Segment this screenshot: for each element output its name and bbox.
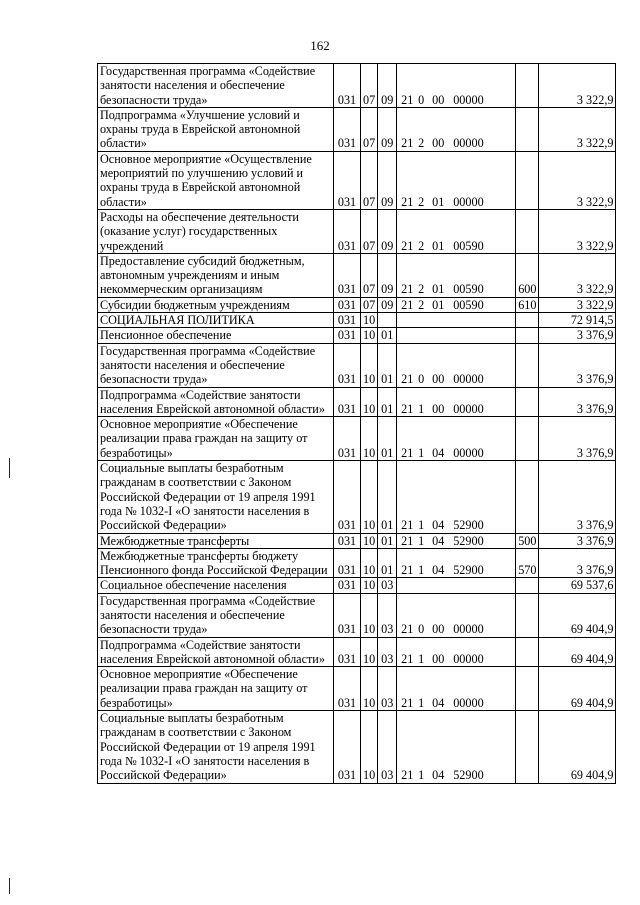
subsection-code-cell: 01 [378, 548, 397, 578]
target-article-cell [397, 711, 516, 783]
expense-type-cell: 610 [516, 297, 539, 312]
subprogram-code: 1 [418, 445, 425, 460]
expense-type-cell [516, 313, 539, 328]
item-name-cell: Пенсионное обеспечение [98, 328, 334, 343]
expense-type-cell: 570 [516, 548, 539, 578]
ministry-code-cell: 031 [334, 328, 361, 343]
direction-code: 00000 [453, 622, 484, 637]
target-article-cell [397, 343, 516, 387]
target-article-cell [397, 578, 516, 593]
table-row [98, 593, 616, 637]
subsection-code-cell: 01 [378, 387, 397, 417]
direction-code: 00000 [453, 372, 484, 387]
section-code-cell: 10 [361, 461, 378, 533]
subprogram-code: 1 [418, 518, 425, 533]
table-row [98, 417, 616, 461]
amount-cell: 3 376,9 [539, 533, 616, 548]
amount-cell: 3 322,9 [539, 151, 616, 209]
subsection-code-cell: 09 [378, 151, 397, 209]
expense-type-cell: 600 [516, 253, 539, 297]
ministry-code-cell: 031 [334, 667, 361, 711]
target-article-cell [397, 667, 516, 711]
amount-cell: 69 404,9 [539, 593, 616, 637]
item-name-cell: Социальные выплаты безработным гражданам в соответствии с Законом Российской Федерации от 19 апреля 1991 года № 1032-I «О занятости населения в Российской Федерации» [98, 461, 334, 533]
subsection-code-cell: 01 [378, 328, 397, 343]
table-row [98, 533, 616, 548]
ministry-code-cell: 031 [334, 209, 361, 253]
section-code-cell: 10 [361, 328, 378, 343]
program-code: 21 [401, 651, 414, 666]
direction-code: 00000 [453, 92, 484, 107]
item-name-cell: СОЦИАЛЬНАЯ ПОЛИТИКА [98, 313, 334, 328]
ministry-code-cell: 031 [334, 461, 361, 533]
subsection-code-cell: 09 [378, 209, 397, 253]
program-code: 21 [401, 401, 414, 416]
target-article-cell [397, 107, 516, 151]
subprogram-code: 1 [418, 768, 425, 783]
item-name-cell: Государственная программа «Содействие занятости населения и обеспечение безопасности труда» [98, 593, 334, 637]
item-name-cell: Подпрограмма «Содействие занятости населения Еврейской автономной области» [98, 637, 334, 667]
section-code-cell: 10 [361, 578, 378, 593]
table-row [98, 711, 616, 783]
main-measure-code: 04 [432, 533, 445, 548]
target-article-cell [397, 417, 516, 461]
expense-type-cell [516, 209, 539, 253]
expense-type-cell [516, 461, 539, 533]
ministry-code-cell: 031 [334, 343, 361, 387]
target-article-cell [397, 313, 516, 328]
subprogram-code: 0 [418, 622, 425, 637]
program-code: 21 [401, 445, 414, 460]
program-code: 21 [401, 282, 414, 297]
direction-code: 00000 [453, 651, 484, 666]
main-measure-code: 00 [432, 401, 445, 416]
amount-cell: 3 322,9 [539, 297, 616, 312]
ministry-code-cell: 031 [334, 593, 361, 637]
target-article-cell [397, 548, 516, 578]
subsection-code-cell: 03 [378, 593, 397, 637]
main-measure-code: 01 [432, 282, 445, 297]
program-code: 21 [401, 194, 414, 209]
table-row [98, 253, 616, 297]
subprogram-code: 2 [418, 238, 425, 253]
direction-code: 00000 [453, 136, 484, 151]
expense-type-cell [516, 637, 539, 667]
program-code: 21 [401, 563, 414, 578]
section-code-cell: 10 [361, 313, 378, 328]
expense-type-cell [516, 578, 539, 593]
amount-cell: 3 322,9 [539, 64, 616, 108]
page-number: 162 [310, 38, 330, 53]
amount-cell: 69 404,9 [539, 637, 616, 667]
main-measure-code: 01 [432, 194, 445, 209]
main-measure-code: 01 [432, 238, 445, 253]
ministry-code-cell: 031 [334, 578, 361, 593]
amount-cell: 3 376,9 [539, 387, 616, 417]
direction-code: 00590 [453, 282, 484, 297]
item-name-cell: Расходы на обеспечение деятельности (оказание услуг) государственных учреждений [98, 209, 334, 253]
direction-code: 00000 [453, 695, 484, 710]
ministry-code-cell: 031 [334, 253, 361, 297]
subsection-code-cell: 09 [378, 64, 397, 108]
program-code: 21 [401, 297, 414, 312]
program-code: 21 [401, 372, 414, 387]
item-name-cell: Основное мероприятие «Обеспечение реализации права граждан на защиту от безработицы» [98, 417, 334, 461]
program-code: 21 [401, 136, 414, 151]
main-measure-code: 00 [432, 92, 445, 107]
subsection-code-cell: 09 [378, 297, 397, 312]
direction-code: 52900 [453, 768, 484, 783]
program-code: 21 [401, 238, 414, 253]
table-row [98, 343, 616, 387]
subprogram-code: 1 [418, 651, 425, 666]
program-code: 21 [401, 768, 414, 783]
ministry-code-cell: 031 [334, 313, 361, 328]
ministry-code-cell: 031 [334, 548, 361, 578]
subsection-code-cell: 01 [378, 461, 397, 533]
margin-line [9, 458, 10, 478]
target-article-cell [397, 328, 516, 343]
program-code: 21 [401, 622, 414, 637]
ministry-code-cell: 031 [334, 387, 361, 417]
expense-type-cell [516, 667, 539, 711]
table-row [98, 461, 616, 533]
amount-cell: 3 322,9 [539, 253, 616, 297]
item-name-cell: Межбюджетные трансферты бюджету Пенсионного фонда Российской Федерации [98, 548, 334, 578]
table-row [98, 297, 616, 312]
item-name-cell: Основное мероприятие «Осуществление мероприятий по улучшению условий и охраны труда в Еврейской автономной области» [98, 151, 334, 209]
subsection-code-cell: 03 [378, 637, 397, 667]
table-row [98, 64, 616, 108]
amount-cell: 3 376,9 [539, 343, 616, 387]
subsection-code-cell: 03 [378, 667, 397, 711]
program-code: 21 [401, 518, 414, 533]
item-name-cell: Подпрограмма «Содействие занятости населения Еврейской автономной области» [98, 387, 334, 417]
subprogram-code: 1 [418, 563, 425, 578]
section-code-cell: 10 [361, 343, 378, 387]
expense-type-cell [516, 107, 539, 151]
main-measure-code: 00 [432, 136, 445, 151]
main-measure-code: 01 [432, 297, 445, 312]
table-row [98, 667, 616, 711]
expense-type-cell [516, 64, 539, 108]
section-code-cell: 10 [361, 711, 378, 783]
direction-code: 52900 [453, 518, 484, 533]
section-code-cell: 07 [361, 151, 378, 209]
subprogram-code: 1 [418, 695, 425, 710]
target-article-cell [397, 297, 516, 312]
expense-type-cell [516, 417, 539, 461]
ministry-code-cell: 031 [334, 64, 361, 108]
amount-cell: 3 376,9 [539, 548, 616, 578]
table-row [98, 387, 616, 417]
ministry-code-cell: 031 [334, 151, 361, 209]
subsection-code-cell [378, 313, 397, 328]
item-name-cell: Предоставление субсидий бюджетным, автономным учреждениям и иным некоммерческим организациям [98, 253, 334, 297]
expense-type-cell: 500 [516, 533, 539, 548]
table-row [98, 328, 616, 343]
target-article-cell [397, 64, 516, 108]
table-row [98, 151, 616, 209]
subprogram-code: 1 [418, 533, 425, 548]
subsection-code-cell: 03 [378, 711, 397, 783]
direction-code: 52900 [453, 533, 484, 548]
target-article-cell [397, 593, 516, 637]
section-code-cell: 10 [361, 387, 378, 417]
item-name-cell: Подпрограмма «Улучшение условий и охраны труда в Еврейской автономной области» [98, 107, 334, 151]
ministry-code-cell: 031 [334, 533, 361, 548]
target-article-cell [397, 461, 516, 533]
main-measure-code: 00 [432, 651, 445, 666]
table-row [98, 107, 616, 151]
table-row [98, 313, 616, 328]
section-code-cell: 07 [361, 64, 378, 108]
expense-type-cell [516, 593, 539, 637]
expense-type-cell [516, 151, 539, 209]
table-row [98, 548, 616, 578]
direction-code: 00590 [453, 297, 484, 312]
target-article-cell [397, 533, 516, 548]
main-measure-code: 04 [432, 445, 445, 460]
ministry-code-cell: 031 [334, 297, 361, 312]
section-code-cell: 07 [361, 209, 378, 253]
amount-cell: 69 404,9 [539, 711, 616, 783]
direction-code: 00000 [453, 194, 484, 209]
amount-cell: 3 376,9 [539, 461, 616, 533]
subprogram-code: 2 [418, 194, 425, 209]
subprogram-code: 2 [418, 136, 425, 151]
subprogram-code: 0 [418, 92, 425, 107]
target-article-cell [397, 637, 516, 667]
table-row [98, 578, 616, 593]
subsection-code-cell: 09 [378, 107, 397, 151]
target-article-cell [397, 209, 516, 253]
item-name-cell: Государственная программа «Содействие занятости населения и обеспечение безопасности труда» [98, 64, 334, 108]
table-row [98, 637, 616, 667]
budget-table [97, 63, 616, 784]
section-code-cell: 10 [361, 593, 378, 637]
target-article-cell [397, 151, 516, 209]
program-code: 21 [401, 695, 414, 710]
amount-cell: 69 404,9 [539, 667, 616, 711]
section-code-cell: 07 [361, 253, 378, 297]
table-row [98, 209, 616, 253]
section-code-cell: 07 [361, 297, 378, 312]
direction-code: 52900 [453, 563, 484, 578]
item-name-cell: Государственная программа «Содействие занятости населения и обеспечение безопасности труда» [98, 343, 334, 387]
direction-code: 00590 [453, 238, 484, 253]
margin-line [9, 878, 10, 894]
amount-cell: 3 376,9 [539, 328, 616, 343]
item-name-cell: Основное мероприятие «Обеспечение реализации права граждан на защиту от безработицы» [98, 667, 334, 711]
ministry-code-cell: 031 [334, 107, 361, 151]
target-article-cell [397, 387, 516, 417]
main-measure-code: 04 [432, 695, 445, 710]
section-code-cell: 10 [361, 533, 378, 548]
subprogram-code: 2 [418, 282, 425, 297]
target-article-cell [397, 253, 516, 297]
item-name-cell: Социальные выплаты безработным гражданам в соответствии с Законом Российской Федерации от 19 апреля 1991 года № 1032-I «О занятости населения в Российской Федерации» [98, 711, 334, 783]
item-name-cell: Межбюджетные трансферты [98, 533, 334, 548]
subsection-code-cell: 01 [378, 417, 397, 461]
amount-cell: 3 322,9 [539, 107, 616, 151]
direction-code: 00000 [453, 445, 484, 460]
subprogram-code: 2 [418, 297, 425, 312]
program-code: 21 [401, 533, 414, 548]
subsection-code-cell: 09 [378, 253, 397, 297]
expense-type-cell [516, 711, 539, 783]
section-code-cell: 07 [361, 107, 378, 151]
subsection-code-cell: 01 [378, 533, 397, 548]
ministry-code-cell: 031 [334, 711, 361, 783]
program-code: 21 [401, 92, 414, 107]
amount-cell: 69 537,6 [539, 578, 616, 593]
section-code-cell: 10 [361, 417, 378, 461]
direction-code: 00000 [453, 401, 484, 416]
ministry-code-cell: 031 [334, 637, 361, 667]
amount-cell: 3 376,9 [539, 417, 616, 461]
section-code-cell: 10 [361, 637, 378, 667]
amount-cell: 3 322,9 [539, 209, 616, 253]
main-measure-code: 04 [432, 518, 445, 533]
section-code-cell: 10 [361, 667, 378, 711]
main-measure-code: 04 [432, 563, 445, 578]
section-code-cell: 10 [361, 548, 378, 578]
amount-cell: 72 914,5 [539, 313, 616, 328]
subprogram-code: 0 [418, 372, 425, 387]
subsection-code-cell: 03 [378, 578, 397, 593]
main-measure-code: 04 [432, 768, 445, 783]
main-measure-code: 00 [432, 372, 445, 387]
main-measure-code: 00 [432, 622, 445, 637]
table-body [98, 64, 616, 784]
ministry-code-cell: 031 [334, 417, 361, 461]
item-name-cell: Социальное обеспечение населения [98, 578, 334, 593]
subsection-code-cell: 01 [378, 343, 397, 387]
subprogram-code: 1 [418, 401, 425, 416]
expense-type-cell [516, 343, 539, 387]
expense-type-cell [516, 387, 539, 417]
item-name-cell: Субсидии бюджетным учреждениям [98, 297, 334, 312]
expense-type-cell [516, 328, 539, 343]
